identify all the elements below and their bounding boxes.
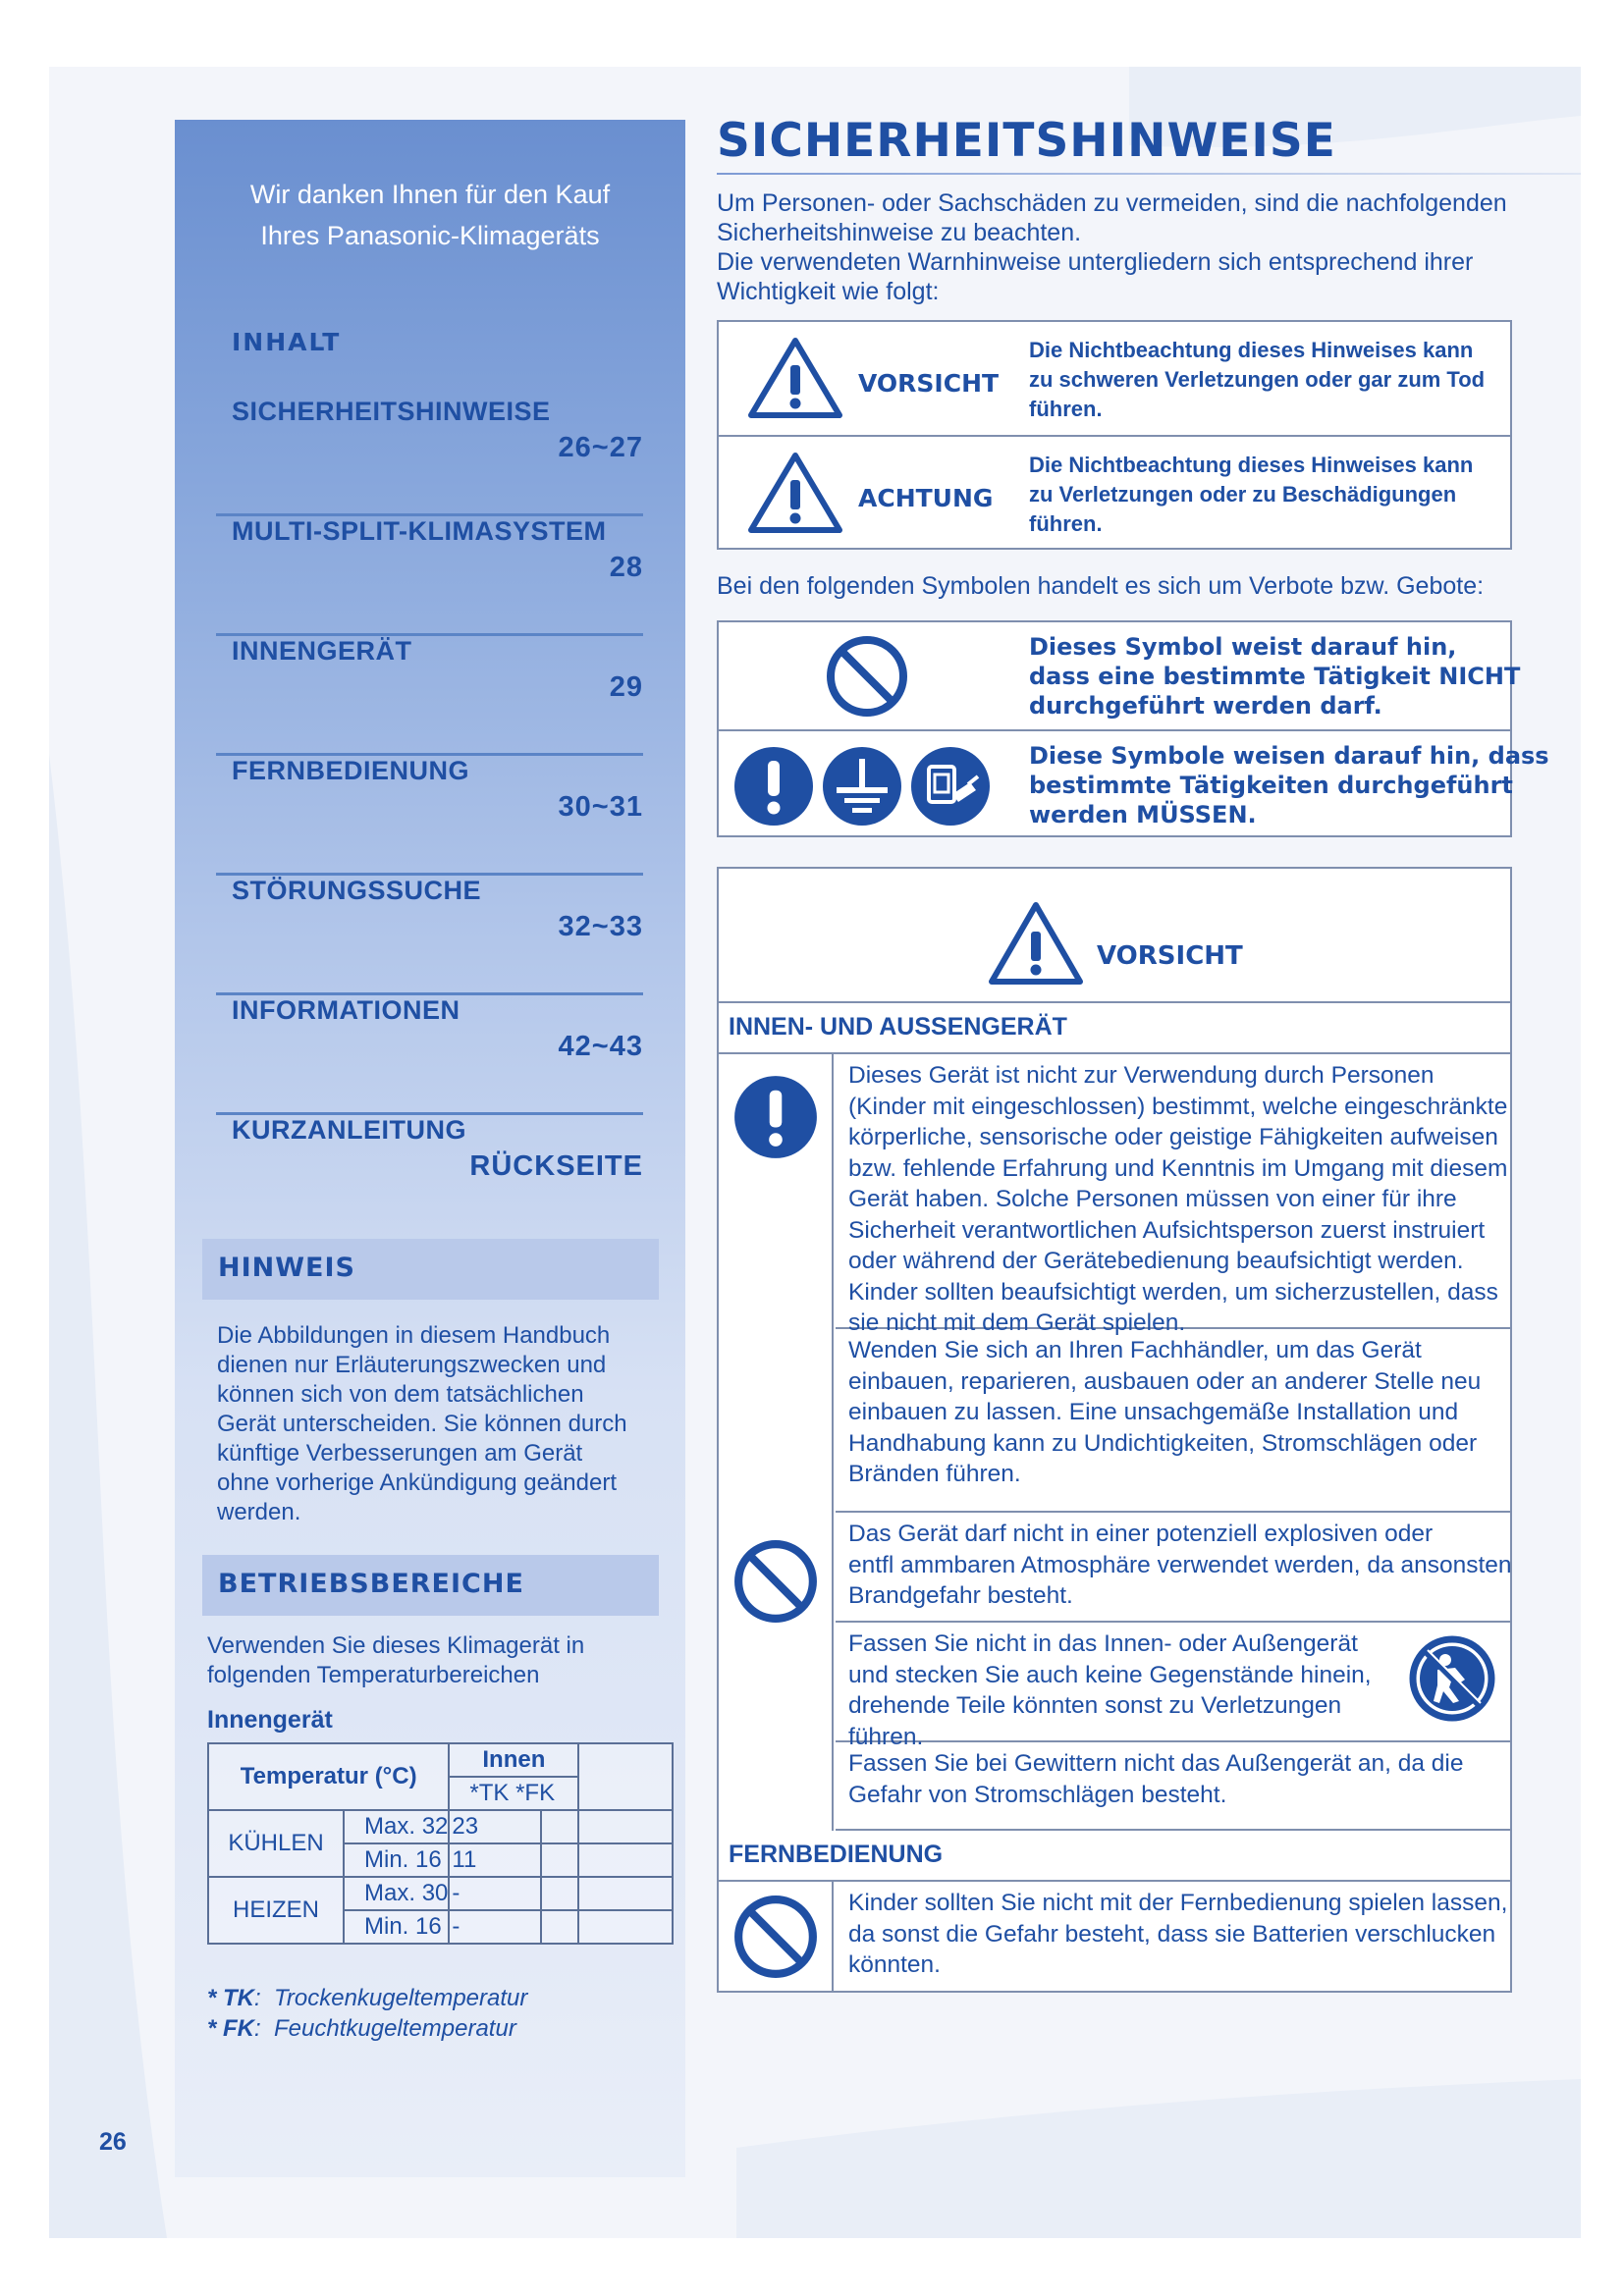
unplug-power-icon [909,745,992,828]
toc-item-title: INNENGERÄT [232,636,412,666]
earth-ground-icon [821,745,903,828]
text-line: dienen nur Erläuterungszwecken und [217,1352,607,1378]
text-line: werden. [217,1499,301,1525]
no-hand-insertion-icon [1408,1634,1496,1723]
empty-cell [578,1843,673,1877]
empty-header-cell [578,1743,673,1810]
warning-levels-table [717,320,1512,550]
text-line: (Kinder mit eingeschlossen) bestimmt, welche eingeschränkte [848,1093,1508,1120]
toc-item-page: 29 [609,671,643,703]
page-number: 26 [99,2128,127,2156]
innen-header: Innen [449,1743,578,1777]
text-line: bestimmte Tätigkeiten durchgeführt [1029,772,1513,799]
empty-cell [541,1910,578,1944]
thanks-line: Wir danken Ihnen für den Kauf [249,180,611,209]
mode-cell: KÜHLEN [208,1810,344,1877]
limit-cell: Max. 30 [344,1877,449,1910]
warning-triangle-icon [746,451,844,535]
section-heading-remote: FERNBEDIENUNG [719,1831,1510,1882]
text-line: Diese Symbole weisen darauf hin, dass [1029,742,1549,770]
fk-cell: 23 [449,1810,541,1843]
warning-row-vorsicht [719,322,1510,435]
symbols-intro: Bei den folgenden Symbolen handelt es sich um Verbote bzw. Gebote: [717,572,1485,600]
text-line: führen. [848,1723,924,1750]
text-line: oder während der Gerätebedienung beaufsichtigt werden. [848,1248,1464,1274]
warning-triangle-icon [746,336,844,420]
safety-item [836,1513,1510,1621]
text-line: Wichtigkeit wie folgt: [717,278,940,305]
warning-triangle-icon [987,900,1085,987]
text-line: entfl ammbaren Atmosphäre verwendet werden, da ansonsten [848,1551,1512,1578]
safety-item [836,1882,1510,1991]
text-line: Brandgefahr besteht. [848,1582,1073,1609]
text-line: Handhabung kann zu Undichtigkeiten, Stromschlägen oder [848,1429,1478,1457]
prohibition-icon [825,634,909,719]
footnotes [207,1983,527,2044]
text-line: Fassen Sie bei Gewittern nicht das Außengerät an, da die [848,1750,1464,1777]
text-line: Kinder sollten beaufsichtigt werden, um sicherzustellen, dass [848,1278,1498,1306]
empty-cell [578,1877,673,1910]
toc-item-title: SICHERHEITSHINWEISE [232,397,551,426]
toc-item-page: 26~27 [558,432,643,463]
text-line: Verwenden Sie dieses Klimagerät in [207,1632,585,1659]
warning-keyword: ACHTUNG [858,484,994,512]
caution-section [717,867,1512,1993]
section-heading-indoor-outdoor: INNEN- UND AUSSENGERÄT [719,1003,1510,1054]
thanks-text [175,174,685,256]
toc-item-innengeraet[interactable] [216,636,643,756]
footnote-tk: * TK: Trockenkugeltemperatur [207,1985,528,2011]
title-underline [717,173,1581,175]
text-line: Die Abbildungen in diesem Handbuch [217,1322,611,1349]
icon-column [719,1054,834,1513]
temperature-table [207,1742,674,1945]
intro-text [717,188,1507,306]
toc-heading: INHALT [232,328,342,356]
text-line: Die Nichtbeachtung dieses Hinweises kann [1029,453,1474,477]
caution-header [719,869,1510,1003]
symbols-table [717,620,1549,837]
text-line: Das Gerät darf nicht in einer potenziell explosiven oder [848,1521,1434,1547]
text-line: führen. [1029,511,1103,536]
caution-keyword: VORSICHT [1097,941,1243,971]
limit-cell: Min. 16 [344,1910,449,1944]
toc-item-stoerungssuche[interactable] [216,876,643,995]
text-line: könnten. [848,1951,941,1978]
text-line: bzw. fehlende Erfahrung und Kenntnis im Umgang mit diesem [848,1154,1508,1182]
text-line: künftige Verbesserungen am Gerät [217,1440,583,1467]
text-line: und stecken Sie auch keine Gegenstände hinein, [848,1661,1372,1688]
text-line: Fassen Sie nicht in das Innen- oder Außengerät [848,1630,1358,1657]
fk-cell: - [449,1910,541,1944]
mandatory-action-icon [732,1074,819,1160]
symbol-description [1029,632,1520,721]
text-line: da sonst die Gefahr besteht, dass sie Batterien verschlucken [848,1920,1496,1948]
prohibition-icon [732,1894,819,1980]
footnote-fk: * FK: Feuchtkugeltemperatur [207,2015,516,2042]
icon-column [719,1513,834,1831]
toc-item-page: 28 [609,552,643,583]
limit-cell: Max. 32 [344,1810,449,1843]
fk-cell: - [449,1877,541,1910]
toc-item-title: INFORMATIONEN [232,995,460,1025]
fk-cell: 11 [449,1843,541,1877]
hinweis-text [217,1321,649,1527]
page-title: SICHERHEITSHINWEISE [717,114,1336,168]
thanks-line: Ihres Panasonic-Klimageräts [260,221,600,250]
toc-item-title: KURZANLEITUNG [232,1115,466,1145]
hinweis-heading: HINWEIS [202,1239,659,1300]
warning-keyword: VORSICHT [858,369,1000,398]
warning-description [1029,336,1485,424]
text-line: Die Nichtbeachtung dieses Hinweises kann [1029,338,1474,362]
toc-item-page: 42~43 [558,1031,643,1062]
symbol-description [1029,741,1549,829]
text-line: Dieses Symbol weist darauf hin, [1029,633,1457,661]
text-line: sie nicht mit dem Gerät spielen. [848,1309,1186,1336]
text-line: einbauen, reparieren, ausbauen oder an anderer Stelle neu [848,1367,1482,1395]
empty-cell [541,1877,578,1910]
text-line: können sich von dem tatsächlichen [217,1381,584,1408]
text-line: Gerät unterscheiden. Sie können durch [217,1411,627,1437]
toc-item-kurzanleitung[interactable] [216,1115,643,1235]
text-line: Gerät haben. Solche Personen müssen von einer für ihre [848,1186,1457,1212]
text-line: Bränden führen. [848,1461,1021,1487]
safety-item [836,1742,1510,1831]
sidebar [175,120,685,2177]
text-line: dass eine bestimmte Tätigkeit NICHT [1029,663,1521,690]
toc-item-title: FERNBEDIENUNG [232,756,470,785]
text-line: Kinder sollten Sie nicht mit der Fernbedienung spielen lassen, [848,1890,1508,1916]
text-line: einbauen zu lassen. Eine unsachgemäße Installation und [848,1399,1459,1425]
mode-cell: HEIZEN [208,1877,344,1944]
text-line: werden MÜSSEN. [1029,801,1257,828]
warning-description [1029,451,1473,539]
toc-item-title: MULTI-SPLIT-KLIMASYSTEM [232,516,607,546]
toc-item-multi-split[interactable] [216,516,643,636]
safety-item [836,1329,1510,1513]
tk-fk-header: *TK *FK [449,1777,578,1810]
toc-item-sicherheitshinweise[interactable] [216,397,643,516]
text-line: führen. [1029,397,1103,421]
text-line: drehende Teile könnten sonst zu Verletzungen [848,1692,1342,1719]
text-line: Die verwendeten Warnhinweise untergliedern sich entsprechend ihrer [717,248,1474,276]
icon-column [719,1882,834,1991]
text-line: Dieses Gerät ist nicht zur Verwendung durch Personen [848,1062,1435,1089]
text-line: Wenden Sie sich an Ihren Fachhändler, um das Gerät [848,1337,1422,1363]
text-line: durchgeführt werden darf. [1029,692,1382,720]
prohibition-icon [732,1538,819,1625]
toc-item-fernbedienung[interactable] [216,756,643,876]
empty-cell [541,1810,578,1843]
text-line: folgenden Temperaturbereichen [207,1662,540,1688]
empty-cell [578,1810,673,1843]
text-line: körperliche, sensorische oder geistige Fähigkeiten aufweisen [848,1124,1498,1150]
toc-item-page: RÜCKSEITE [469,1150,643,1182]
toc-item-page: 32~33 [558,911,643,942]
safety-item [836,1054,1510,1336]
betriebsbereiche-text [207,1631,584,1690]
symbol-row-mandatory [719,729,1549,835]
text-line: Um Personen- oder Sachschäden zu vermeiden, sind die nachfolgenden [717,189,1507,217]
betriebsbereiche-heading: BETRIEBSBEREICHE [202,1555,659,1616]
symbol-row-prohibited [719,622,1521,729]
text-line: Gefahr von Stromschlägen besteht. [848,1781,1227,1808]
toc-item-page: 30~31 [558,791,643,823]
innengeraet-label: Innengerät [207,1706,333,1734]
text-line: Sicherheitshinweise zu beachten. [717,219,1082,246]
temperature-header: Temperatur (°C) [208,1743,449,1810]
toc-item-informationen[interactable] [216,995,643,1115]
text-line: ohne vorherige Ankündigung geändert [217,1469,617,1496]
limit-cell: Min. 16 [344,1843,449,1877]
mandatory-action-icon [732,745,815,828]
warning-row-achtung [719,435,1510,548]
safety-item [836,1621,1510,1750]
empty-cell [578,1910,673,1944]
text-line: zu Verletzungen oder zu Beschädigungen [1029,482,1457,507]
text-line: zu schweren Verletzungen oder gar zum Tod [1029,367,1486,392]
empty-cell [541,1843,578,1877]
toc-item-title: STÖRUNGSSUCHE [232,876,482,905]
text-line: Sicherheit verantwortlichen Aufsichtsperson zuerst instruiert [848,1216,1486,1244]
